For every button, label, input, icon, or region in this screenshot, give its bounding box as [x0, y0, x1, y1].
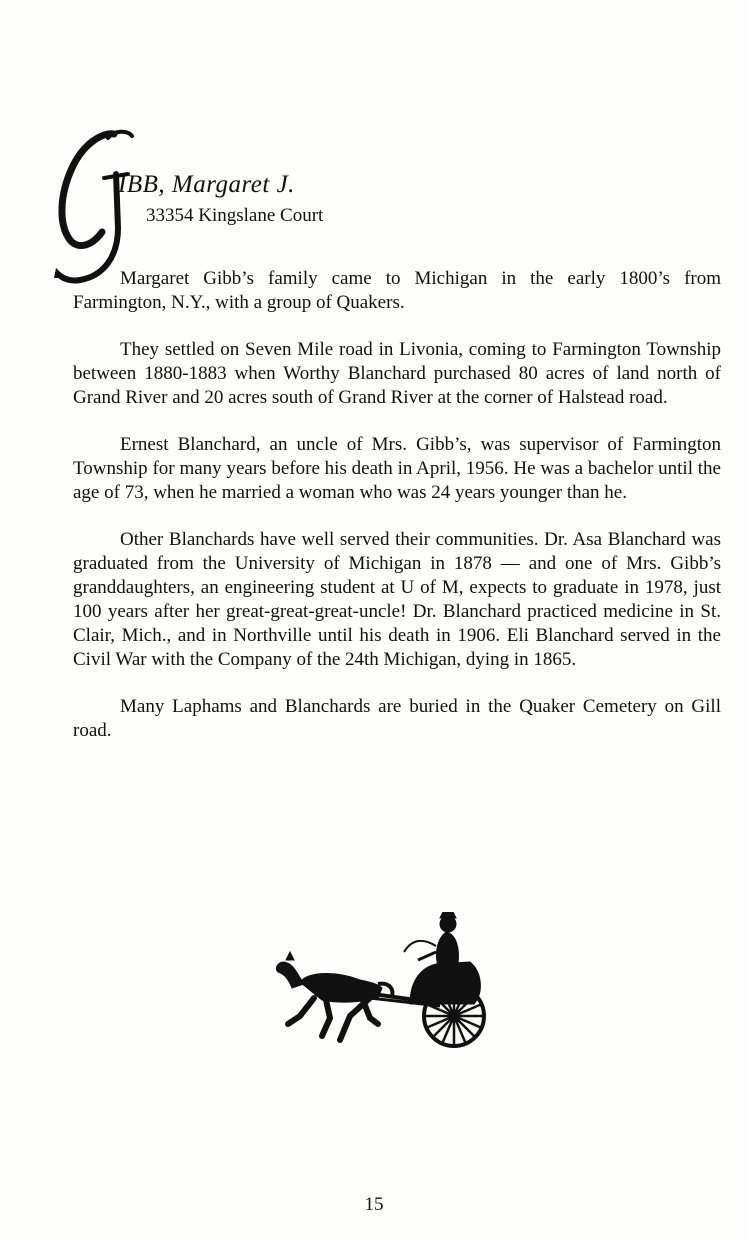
entry-name: IBB, Margaret J.	[118, 171, 295, 198]
horse-and-buggy-icon	[270, 912, 490, 1052]
drop-cap-g	[44, 128, 136, 288]
paragraph-family-origin: Margaret Gibb’s family came to Michigan in the early 1800’s from Farmington, N.Y., with a group of Quakers.	[73, 268, 721, 313]
page-number: 15	[364, 1194, 384, 1215]
entry-heading	[118, 170, 295, 200]
paragraph-other-blanchards: Other Blanchards have well served their communities. Dr. Asa Blanchard was graduated from the University of Michigan in 1878 — and one of Mrs. Gibb’s granddaughters, an engineering student at U of M, expects to graduate in 1978, just 100 years after her great-great-great-uncle! Dr. Blanchard practiced medicine in St. Clair, Mich., and in Northville until his death in 1906. Eli Blanchard served in the Civil War with the Company of the 24th Michigan, dying in 1865.	[73, 529, 721, 670]
paragraph-ernest-blanchard: Ernest Blanchard, an uncle of Mrs. Gibb’s, was supervisor of Farmington Township for many years before his death in April, 1956. He was a bachelor until the age of 73, when he married a woman who was 24 years younger than he.	[73, 434, 721, 503]
body-text	[73, 267, 721, 766]
paragraph-cemetery: Many Laphams and Blanchards are buried in the Quaker Cemetery on Gill road.	[73, 696, 721, 741]
paragraph-settlement: They settled on Seven Mile road in Livonia, coming to Farmington Township between 1880-1883 when Worthy Blanchard purchased 80 acres of land north of Grand River and 20 acres south of Grand River at the corner of Halstead road.	[73, 339, 721, 408]
entry-address: 33354 Kingslane Court	[146, 205, 324, 226]
